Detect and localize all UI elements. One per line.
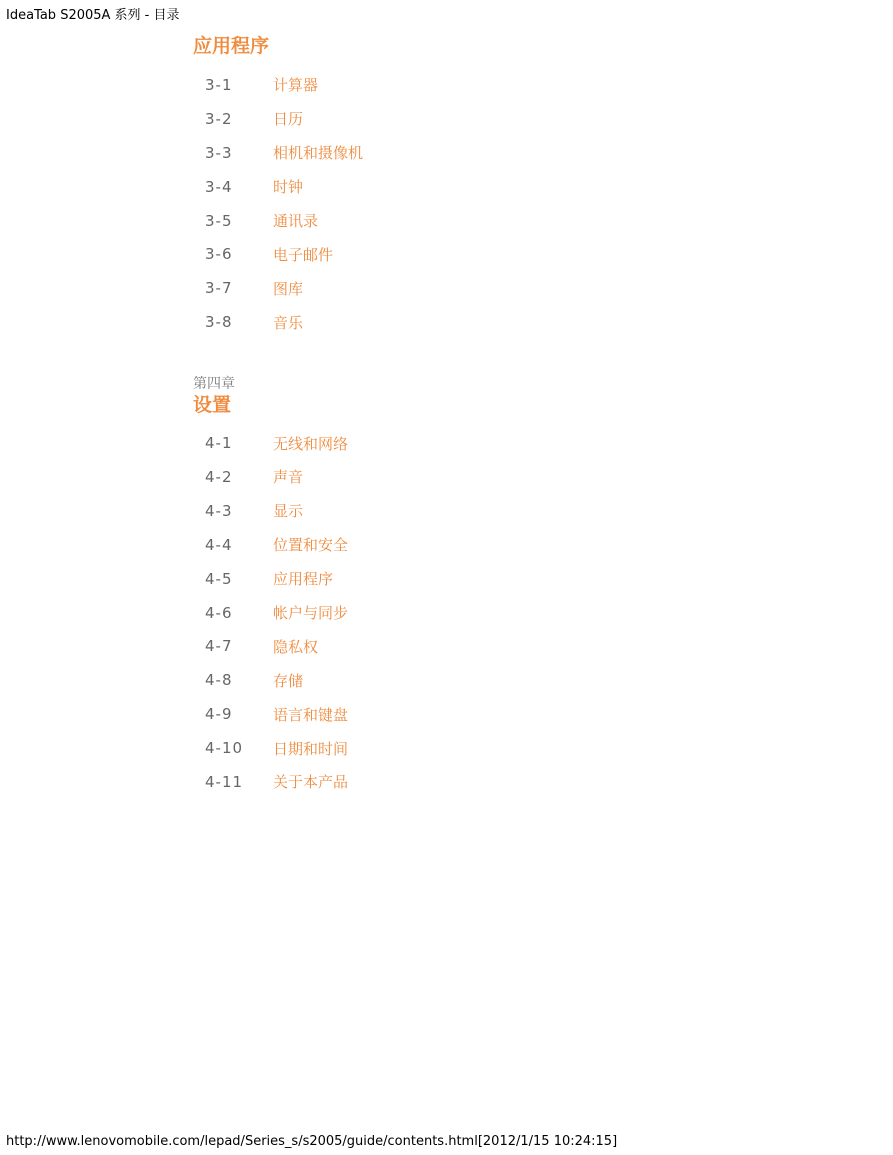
chapter-label: 第四章 bbox=[193, 376, 235, 393]
footer-url: http://www.lenovomobile.com/lepad/Series_s/s2005/guide/contents.html[2012/1/15 10:24:15] bbox=[6, 1134, 618, 1149]
toc-row bbox=[193, 102, 793, 136]
toc-item-link[interactable]: 应用程序 bbox=[273, 570, 334, 589]
toc-item-link[interactable]: 帐户与同步 bbox=[273, 604, 349, 623]
table-of-contents bbox=[193, 34, 793, 799]
toc-item-number: 4-3 bbox=[205, 501, 233, 520]
toc-row bbox=[193, 271, 793, 305]
toc-item-number: 3-2 bbox=[205, 109, 233, 128]
toc-item-number: 4-2 bbox=[205, 467, 233, 486]
toc-row bbox=[193, 765, 793, 799]
page-header-title: IdeaTab S2005A 系列 - 目录 bbox=[6, 8, 180, 23]
toc-item-number: 3-5 bbox=[205, 211, 233, 230]
chapter-4-block bbox=[193, 375, 793, 417]
toc-item-number: 3-6 bbox=[205, 245, 233, 264]
toc-row bbox=[193, 460, 793, 494]
toc-row bbox=[193, 562, 793, 596]
toc-row bbox=[193, 731, 793, 765]
toc-item-number: 4-7 bbox=[205, 637, 233, 656]
toc-item-number: 3-1 bbox=[205, 75, 233, 94]
toc-row bbox=[193, 170, 793, 204]
toc-row bbox=[193, 305, 793, 339]
toc-item-link[interactable]: 关于本产品 bbox=[273, 773, 349, 792]
section-title-settings: 设置 bbox=[193, 394, 232, 417]
toc-item-link[interactable]: 电子邮件 bbox=[273, 245, 334, 264]
toc-item-link[interactable]: 相机和摄像机 bbox=[273, 144, 364, 163]
toc-item-number: 3-4 bbox=[205, 177, 233, 196]
toc-item-link[interactable]: 图库 bbox=[273, 279, 304, 298]
toc-row bbox=[193, 697, 793, 731]
toc-item-link[interactable]: 显示 bbox=[273, 502, 304, 521]
toc-item-link[interactable]: 计算器 bbox=[273, 76, 319, 95]
toc-list-apps bbox=[193, 68, 793, 339]
toc-row bbox=[193, 237, 793, 271]
section-title-apps: 应用程序 bbox=[193, 35, 270, 57]
toc-item-link[interactable]: 声音 bbox=[273, 468, 304, 487]
toc-item-number: 3-7 bbox=[205, 279, 233, 298]
toc-row bbox=[193, 494, 793, 528]
toc-row bbox=[193, 204, 793, 238]
toc-item-link[interactable]: 时钟 bbox=[273, 178, 304, 197]
toc-item-number: 3-8 bbox=[205, 313, 233, 332]
toc-item-link[interactable]: 日期和时间 bbox=[273, 739, 349, 758]
toc-item-number: 4-8 bbox=[205, 671, 233, 690]
toc-item-number: 3-3 bbox=[205, 143, 233, 162]
toc-item-link[interactable]: 音乐 bbox=[273, 313, 304, 332]
toc-row bbox=[193, 629, 793, 663]
toc-item-link[interactable]: 位置和安全 bbox=[273, 536, 349, 555]
toc-item-link[interactable]: 无线和网络 bbox=[273, 434, 349, 453]
toc-item-link[interactable]: 存储 bbox=[273, 671, 304, 690]
toc-item-number: 4-9 bbox=[205, 705, 233, 724]
toc-item-number: 4-1 bbox=[205, 434, 233, 453]
toc-row bbox=[193, 528, 793, 562]
toc-item-link[interactable]: 隐私权 bbox=[273, 637, 319, 656]
toc-list-settings bbox=[193, 426, 793, 799]
toc-row bbox=[193, 663, 793, 697]
toc-item-link[interactable]: 日历 bbox=[273, 110, 304, 129]
toc-row bbox=[193, 596, 793, 630]
toc-row bbox=[193, 426, 793, 460]
toc-item-number: 4-10 bbox=[205, 739, 244, 758]
toc-item-link[interactable]: 通讯录 bbox=[273, 212, 319, 230]
toc-row bbox=[193, 68, 793, 102]
toc-row bbox=[193, 136, 793, 170]
toc-item-number: 4-6 bbox=[205, 603, 233, 622]
toc-item-number: 4-4 bbox=[205, 535, 233, 554]
toc-item-link[interactable]: 语言和键盘 bbox=[273, 705, 349, 724]
toc-item-number: 4-11 bbox=[205, 772, 244, 791]
toc-item-number: 4-5 bbox=[205, 569, 233, 588]
